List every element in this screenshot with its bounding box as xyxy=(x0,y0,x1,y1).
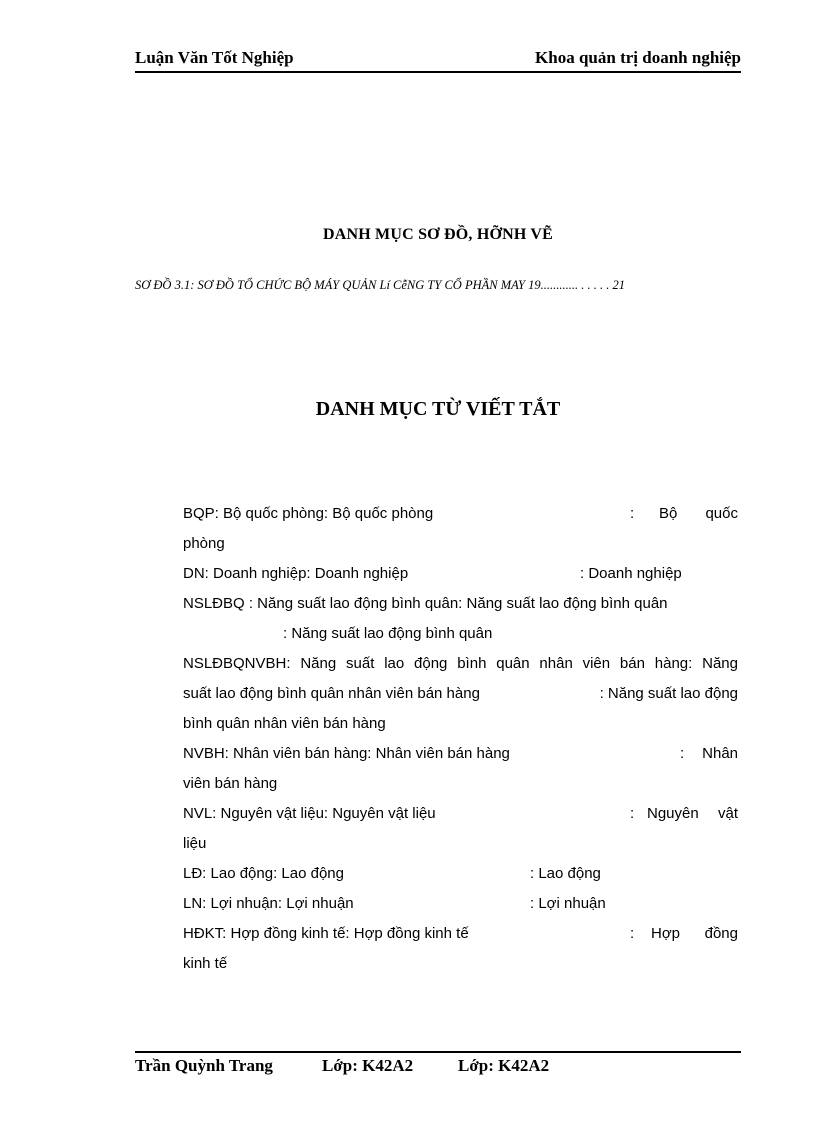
footer-divider xyxy=(135,1051,741,1053)
list-item xyxy=(183,529,738,559)
abbr-colon: : xyxy=(680,745,685,762)
abbr-text: HĐKT: Hợp đồng kinh tế: Hợp đồng kinh tế xyxy=(183,925,469,942)
abbreviation-list xyxy=(183,499,738,979)
list-item xyxy=(183,739,738,769)
abbr-text: kinh tế xyxy=(183,955,228,972)
footer-class: Lớp: K42A2 xyxy=(458,1056,550,1075)
abbr-text: LĐ: Lao động: Lao động xyxy=(183,865,344,882)
abbr-text: NVL: Nguyên vật liệu: Nguyên vật liệu xyxy=(183,805,436,822)
abbr-text: Nhân xyxy=(702,745,738,762)
abbr-text: liệu xyxy=(183,835,207,852)
list-item xyxy=(183,799,738,829)
abbr-text: phòng xyxy=(183,535,225,552)
list-item xyxy=(183,499,738,529)
abbr-text: DN: Doanh nghiệp: Doanh nghiệp xyxy=(183,565,409,582)
header-divider xyxy=(135,71,741,73)
abbr-colon: : xyxy=(630,925,635,942)
list-item xyxy=(183,919,738,949)
header-left: Luận Văn Tốt Nghiệp xyxy=(135,48,294,67)
abbr-text: suất lao động bình quân nhân viên bán hàng xyxy=(183,685,480,702)
abbr-text: : Doanh nghiệp xyxy=(580,565,682,582)
abbr-text: quốc xyxy=(705,505,738,522)
abbr-text: Bộ xyxy=(659,505,678,522)
abbr-text: bình quân nhân viên bán hàng xyxy=(183,715,386,732)
abbr-text: Nguyên xyxy=(647,805,699,822)
page-header xyxy=(135,48,741,68)
abbr-text: Hợp xyxy=(651,925,681,942)
list-item xyxy=(183,709,738,739)
list-item xyxy=(183,619,738,649)
list-item xyxy=(183,889,738,919)
abbr-colon: : xyxy=(630,805,635,822)
abbr-text: : Lao động xyxy=(530,865,601,882)
list-item xyxy=(183,829,738,859)
footer-class: Lớp: K42A2 xyxy=(322,1056,414,1075)
abbr-text: LN: Lợi nhuận: Lợi nhuận xyxy=(183,895,354,912)
list-item xyxy=(183,589,738,619)
abbr-text: BQP: Bộ quốc phòng: Bộ quốc phòng xyxy=(183,505,434,522)
abbr-text: : Năng suất lao động bình quân xyxy=(283,625,493,642)
footer-author: Trần Quỳnh Trang xyxy=(135,1056,273,1075)
list-item xyxy=(183,949,738,979)
list-item xyxy=(183,859,738,889)
abbreviations-title: DANH MỤC TỪ VIẾT TẮT xyxy=(315,398,561,420)
abbr-text: NVBH: Nhân viên bán hàng: Nhân viên bán hàng xyxy=(183,745,510,762)
abbr-text: : Năng suất lao động xyxy=(599,685,738,702)
abbr-text: viên bán hàng xyxy=(183,775,278,792)
figure-entry: SƠ ĐỒ 3.1: SƠ ĐỒ TỔ CHỨC BỘ MÁY QUẢN Lí CễNG TY CỔ PHẦN MAY 19............ . . . . . 21 xyxy=(135,278,626,292)
abbr-text: : Lợi nhuận xyxy=(530,895,606,912)
figures-title: DANH MỤC SƠ ĐỒ, HỠNH VẼ xyxy=(322,226,554,243)
abbr-text: NSLĐBQ : Năng suất lao động bình quân: Năng suất lao động bình quân xyxy=(183,595,668,612)
list-item xyxy=(183,679,738,709)
header-right: Khoa quản trị doanh nghiệp xyxy=(535,48,741,67)
page-footer xyxy=(135,1056,741,1076)
abbr-text: vật xyxy=(717,805,738,822)
list-item xyxy=(183,769,738,799)
abbr-text: đồng xyxy=(704,925,738,942)
abbr-text: NSLĐBQNVBH: Năng suất lao động bình quân nhân viên bán hàng: Năng xyxy=(183,655,738,672)
list-item xyxy=(183,559,738,589)
list-item xyxy=(183,649,738,679)
abbr-colon: : xyxy=(630,505,635,522)
